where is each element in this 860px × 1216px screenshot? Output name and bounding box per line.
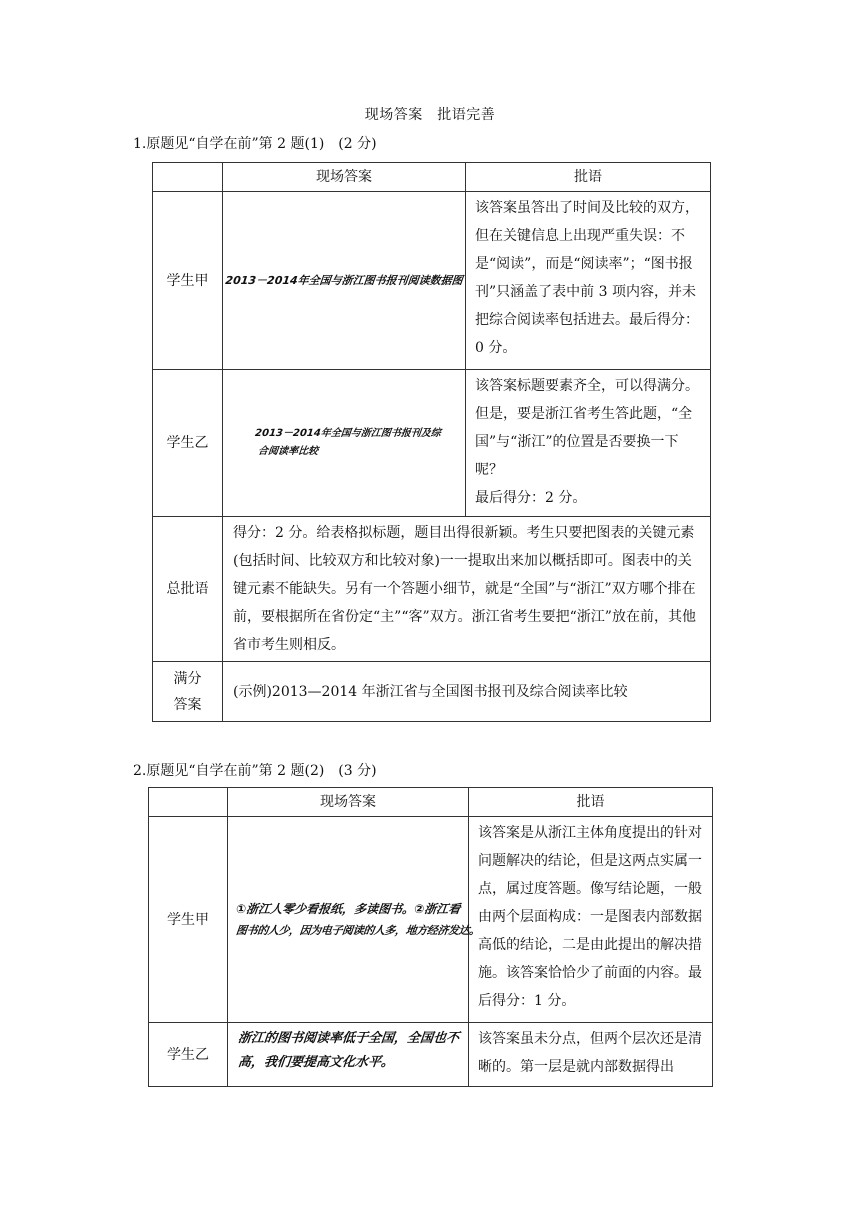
row-label-full-answer-line1: 满分: [173, 670, 202, 687]
table-row-student-b: [153, 370, 711, 517]
handwritten-answer-student-b-line2: 合阅读率比较: [257, 446, 319, 457]
question-2-heading: 2.原题见“自学在前”第 2 题(2) (3 分): [133, 763, 377, 779]
header-comment: 批语: [469, 788, 713, 817]
header-answer: 现场答案: [228, 788, 469, 817]
score-student-b: 最后得分：2 分。: [475, 490, 587, 506]
question-1-table: [152, 162, 711, 722]
handwritten-answer-student-a-line1: ①浙江人零少看报纸，多读图书。②浙江看: [235, 901, 462, 916]
row-label-student-b: 学生乙: [153, 370, 223, 517]
row-label-student-b: 学生乙: [149, 1023, 228, 1087]
header-answer: 现场答案: [223, 163, 466, 192]
table-row-full-answer: [153, 662, 711, 722]
handwritten-answer-student-b-line1: 2013－2014年全国与浙江图书报刊及综: [254, 428, 442, 439]
table-row-summary: [153, 517, 711, 662]
row-label-student-a: 学生甲: [153, 192, 223, 370]
header-empty-cell: [149, 788, 228, 817]
header-empty-cell: [153, 163, 223, 192]
handwritten-answer-student-b-line2: 高，我们要提高文化水平。: [237, 1055, 395, 1070]
question-2-table: [148, 787, 713, 1087]
table-header-row: [153, 163, 711, 192]
table-row-student-a: [149, 817, 713, 1023]
row-label-summary: 总批语: [153, 517, 223, 662]
comment-student-a: 该答案虽答出了时间及比较的双方，但在关键信息上出现严重失误：不是“阅读”，而是“阅读率”；“图书报刊”只涵盖了表中前 3 项内容，并未把综合阅读率包括进去。最后得分：0 分。: [466, 192, 711, 370]
handwritten-answer-student-a: 2013－2014年全国与浙江图书报刊阅读数据图: [224, 273, 464, 287]
handwritten-answer-student-b-line1: 浙江的图书阅读率低于全国，全国也不: [237, 1031, 460, 1046]
table-row-student-a: [153, 192, 711, 370]
header-comment: 批语: [466, 163, 711, 192]
row-label-student-a: 学生甲: [149, 817, 228, 1023]
full-answer: (示例)2013—2014 年浙江省与全国图书报刊及综合阅读率比较: [223, 662, 711, 722]
handwritten-answer-student-a-line2: 图书的人少，因为电子阅读的人多，地方经济发达。: [235, 923, 481, 937]
table-header-row: [149, 788, 713, 817]
summary-comment: 得分：2 分。给表格拟标题，题目出得很新颖。考生只要把图表的关键元素(包括时间、比较双方和比较对象)一一提取出来加以概括即可。图表中的关键元素不能缺失。另有一个答题小细节，就是“全国”与“浙江”双方哪个排在前，要根据所在省份定“主”“客”双方。浙江省考生要把“浙江”放在前，其他省市考生则相反。: [223, 517, 711, 662]
table-row-student-b: [149, 1023, 713, 1087]
comment-student-b: 该答案虽未分点，但两个层次还是清晰的。第一层是就内部数据得出: [469, 1023, 713, 1087]
comment-student-a: 该答案是从浙江主体角度提出的针对问题解决的结论，但是这两点实属一点，属过度答题。像写结论题，一般由两个层面构成：一是图表内部数据高低的结论，二是由此提出的解决措施。该答案恰恰少了前面的内容。最后得分：1 分。: [469, 817, 713, 1023]
comment-student-b: 该答案标题要素齐全，可以得满分。但是，要是浙江省考生答此题，“全国”与“浙江”的位置是否要换一下呢？: [475, 378, 699, 478]
question-1-heading: 1.原题见“自学在前”第 2 题(1) (2 分): [133, 136, 377, 152]
row-label-full-answer-line2: 答案: [173, 696, 202, 713]
page-title: 现场答案 批语完善: [364, 107, 496, 123]
